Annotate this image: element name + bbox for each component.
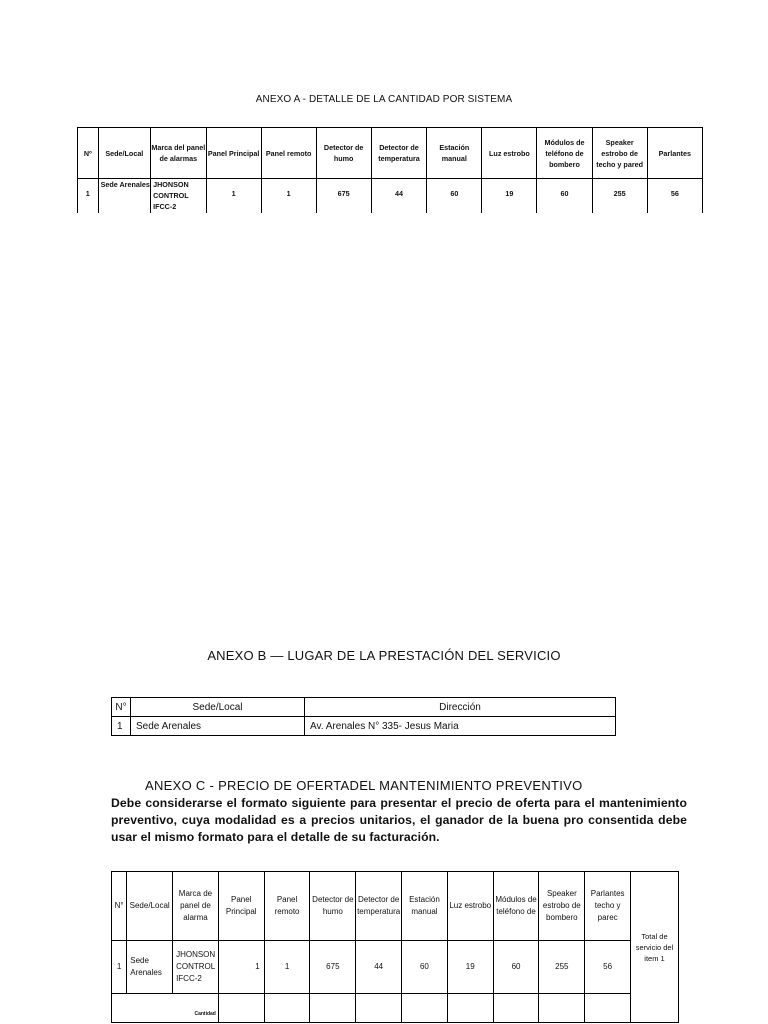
cell-value: 56 [585,941,631,994]
header-cell: Speaker estrobo de techo y pared [592,128,647,179]
annex-b-table [111,697,616,736]
table-row [112,941,679,994]
cell-sede: Sede Arenales [127,941,173,994]
cell-value: 60 [427,179,482,223]
header-cell: Panel remoto [264,872,310,941]
cell-value: 1 [218,941,264,994]
header-cell: Detector de humo [310,872,356,941]
cell-value: 675 [316,179,371,223]
empty-cell [493,994,539,1023]
cell-value: 60 [537,179,592,223]
annex-b-title: ANEXO B — LUGAR DE LA PRESTACIÓN DEL SERVICIO [207,648,561,663]
empty-cell [447,994,493,1023]
cell-sede: Sede Arenales [131,717,305,736]
header-cell: Speaker estrobo de bombero [539,872,585,941]
header-cell: Estación manual [427,128,482,179]
table-header-row [112,872,679,941]
table-header-row [112,698,616,717]
header-cell: Panel Principal [218,872,264,941]
header-cell: Parlantes [647,128,702,179]
header-cell: Estación manual [402,872,448,941]
cell-sede: Sede Arenales [98,179,151,223]
empty-cell [539,994,585,1023]
empty-cell [218,994,264,1023]
cell-value: 44 [356,941,402,994]
header-cell: Sede/Local [127,872,173,941]
table-row [112,717,616,736]
annex-c-paragraph: Debe considerarse el formato siguiente para presentar el precio de oferta para el mantenimiento preventivo, cuya modalidad es a precios unitarios, el ganador de la buena pro consentida debe usar el mismo formato para el detalle de su facturación. [111,796,687,844]
header-cell: Detector de temperatura [356,872,402,941]
empty-cell [402,994,448,1023]
cell-value: 1 [261,179,316,223]
header-cell: Panel Principal [206,128,261,179]
quantity-label: Cantidad [112,994,219,1023]
header-cell: Sede/Local [98,128,151,179]
empty-cell [356,994,402,1023]
header-cell: Marca de panel de alarma [173,872,219,941]
cell-number: 1 [112,941,127,994]
quantity-row [112,994,679,1023]
empty-cell [264,994,310,1023]
cell-value: 1 [264,941,310,994]
cell-value: 19 [482,179,537,223]
header-cell: Módulos de teléfono de bombero [537,128,592,179]
cell-value: 255 [592,179,647,223]
cell-value: 60 [402,941,448,994]
empty-cell [310,994,356,1023]
header-cell: Módulos de teléfono de [493,872,539,941]
header-cell: Parlantes techo y parec [585,872,631,941]
cell-brand: JHONSON CONTROL IFCC-2 [151,179,206,223]
header-cell: N° [112,872,127,941]
cell-value: 255 [539,941,585,994]
cell-value: 675 [310,941,356,994]
header-cell: Luz estrobo [482,128,537,179]
empty-cell [585,994,631,1023]
annex-c-table [111,871,679,1023]
cell-value: 1 [206,179,261,223]
header-cell: Detector de humo [316,128,371,179]
header-cell: Sede/Local [131,698,305,717]
cell-brand: JHONSON CONTROL IFCC-2 [173,941,219,994]
cell-value: 56 [647,179,702,223]
header-cell: Panel remoto [261,128,316,179]
header-cell: Nº [78,128,99,179]
total-cell: Total de servicio del item 1 [631,872,679,1023]
annex-a-title: ANEXO A - DETALLE DE LA CANTIDAD POR SISTEMA [255,94,513,105]
annex-c-title: ANEXO C - PRECIO DE OFERTADEL MANTENIMIENTO PREVENTIVO [145,778,583,793]
annex-a-table [77,127,703,223]
cell-number: 1 [78,179,99,223]
header-cell: Dirección [305,698,616,717]
header-cell: Marca del panel de alarmas [151,128,206,179]
cell-address: Av. Arenales N° 335- Jesus Maria [305,717,616,736]
header-cell: N° [112,698,131,717]
header-cell: Detector de temperatura [371,128,427,179]
header-cell: Luz estrobo [447,872,493,941]
cell-number: 1 [112,717,131,736]
table-header-row [78,128,703,179]
page-crop-cover [70,213,710,225]
cell-value: 19 [447,941,493,994]
cell-value: 60 [493,941,539,994]
cell-value: 44 [371,179,427,223]
